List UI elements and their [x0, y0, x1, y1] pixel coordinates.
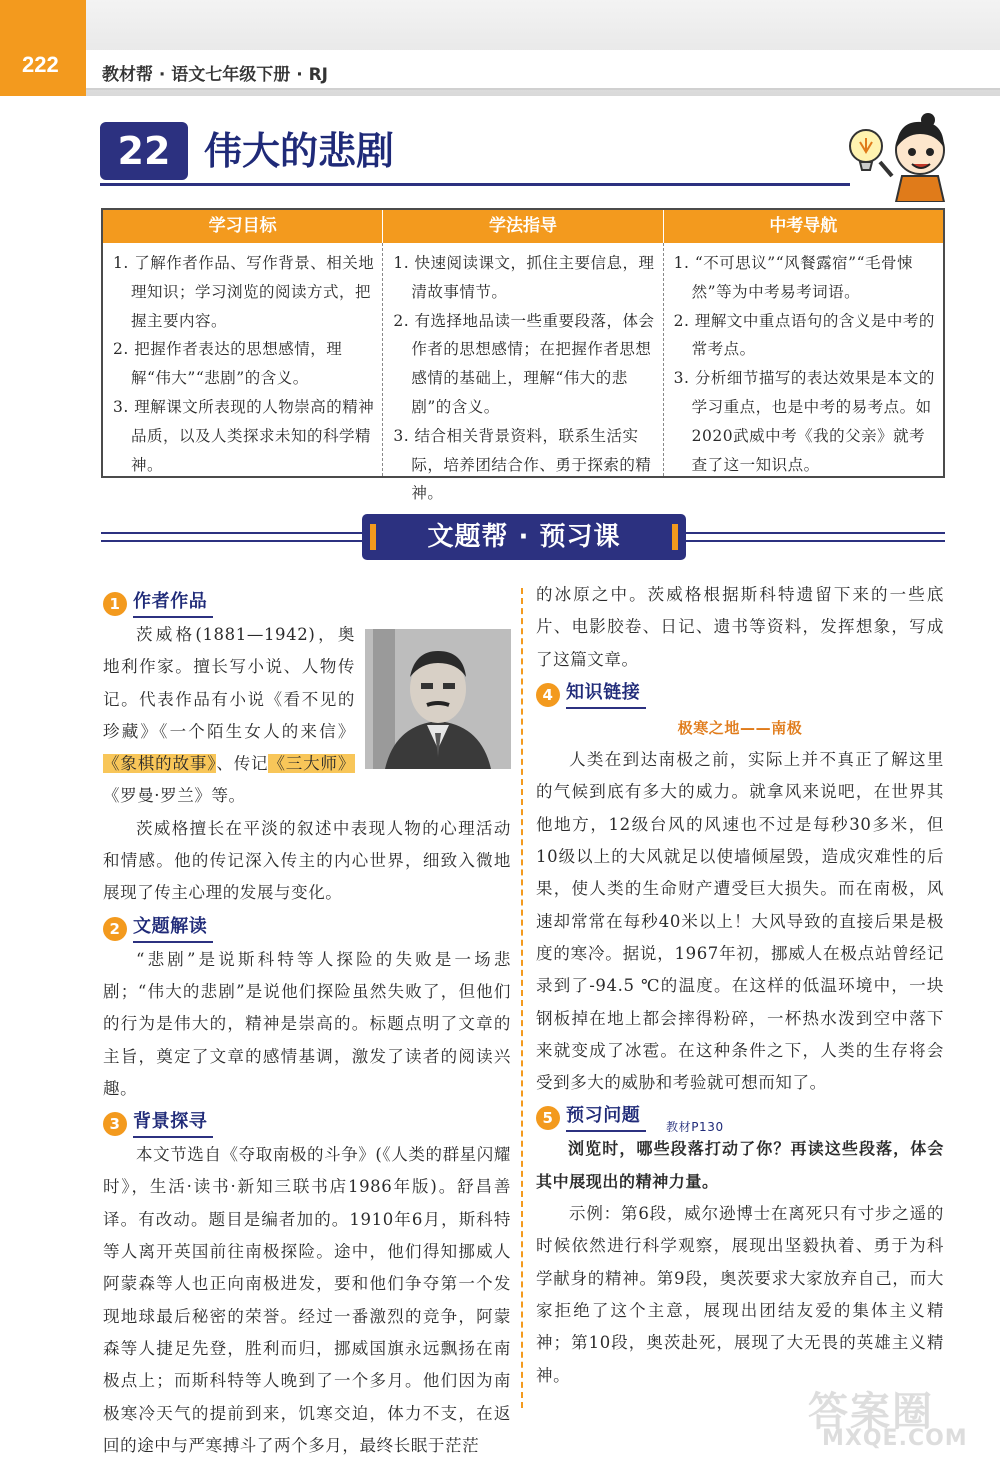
mascot-icon	[840, 112, 960, 202]
textbook-reference: 教材P130	[666, 1120, 724, 1135]
column-divider	[521, 588, 523, 1408]
section-title-interpretation	[103, 912, 511, 944]
header-exam-guide: 中考导航	[664, 210, 943, 243]
section-preview-question	[536, 1101, 944, 1133]
section-title: 知识链接	[566, 679, 646, 709]
section-title: 作者作品	[133, 588, 213, 618]
page-number-block	[0, 0, 86, 96]
preview-answer: 示例：第6段，威尔逊博士在离死只有寸步之遥的时候依然进行科学观察，展现出坚毅执着、勇于为科学献身的精神。第9段，奥茨要求大家放弃自己，而大家拒绝了这个主意，展现出团结友爱的集体主义精神；第10段，奥茨赴死，展现了大无畏的英雄主义精神。	[536, 1204, 944, 1385]
knowledge-subtitle: 极寒之地——南极	[677, 718, 803, 737]
objectives-body	[103, 243, 943, 503]
exam-item: 1. “不可思议”“风餐露宿”“毛骨悚然”等为中考易考词语。	[673, 254, 913, 301]
page-header	[0, 0, 1000, 96]
left-column	[103, 585, 511, 1462]
goal-item: 2. 把握作者表达的思想感情，理解“伟大”“悲剧”的含义。	[113, 340, 343, 388]
section-title: 背景探寻	[133, 1108, 213, 1138]
exam-item: 3. 分析细节描写的表达效果是本文的学习重点，也是中考的易考点。如2020武威中考《我的父亲》就考查了这一知识点。	[673, 369, 935, 474]
header-learning-goals: 学习目标	[103, 210, 383, 243]
method-item: 3. 结合相关背景资料，联系生活实际，培养团结合作、勇于探索的精神。	[393, 426, 652, 503]
watermark-text: 答案圈	[808, 1389, 934, 1435]
method-guide-column	[383, 243, 663, 503]
page-number: 222	[22, 52, 59, 77]
exam-item: 2. 理解文中重点语句的含义是中考的常考点。	[673, 311, 935, 359]
highlight-work: 《象棋的故事》	[103, 754, 217, 774]
author-paragraph: 茨威格(1881—1942)，奥地利作家。擅长写小说、人物传记。代表作品有小说《看不见的珍藏》《一个陌生女人的来信》《象棋的故事》、传记《三大师》《罗曼·罗兰》等。	[103, 625, 356, 806]
section-title: 预习问题	[566, 1102, 646, 1132]
portrait-image	[365, 629, 511, 769]
lesson-title: 伟大的悲剧	[204, 129, 395, 173]
section-banner: 文题帮 · 预习课	[362, 514, 686, 560]
book-title: 教材帮 · 语文七年级下册 · RJ	[102, 65, 329, 85]
exam-guide-column	[664, 243, 943, 476]
section-background	[103, 1107, 511, 1139]
method-item: 1. 快速阅读课文，抓住主要信息，理清故事情节。	[393, 254, 655, 301]
knowledge-paragraph: 人类在到达南极之前，实际上并不真正了解这里的气候到底有多大的威力。就拿风来说吧，在世界其他地方，12级台风的风速也不过是每秒30多米，但10级以上的大风就足以使墙倾屋毁，造成灾难性的后果，使人类的生命财产遭受巨大损失。而在南极，风速却常常在每秒40米以上！大风导致的直接后果是极度的寒冷。据说，1967年初，挪威人在极点站曾经记录到了-94.5 ℃的温度。在这样的低温环境中，一块钢板掉在地上都会摔得粉碎，一杯热水泼到空中落下来就变成了冰雹。在这种条件之下，人类的生存将会受到多大的威胁和考验就可想而知了。	[536, 750, 944, 1093]
highlight-work: 《三大师》	[268, 754, 356, 774]
goal-item: 3. 理解课文所表现的人物崇高的精神品质，以及人类探求未知的科学精神。	[113, 397, 375, 474]
goal-item: 1. 了解作者作品、写作背景、相关地理知识；学习浏览的阅读方式，把握主要内容。	[113, 254, 375, 330]
lightbulb-icon	[850, 130, 882, 170]
objectives-header-row	[103, 210, 943, 243]
section-number: 3	[103, 1112, 127, 1136]
author-photo	[365, 629, 511, 769]
right-column	[536, 579, 944, 1392]
header-method-guide: 学法指导	[383, 210, 663, 243]
section-number: 1	[103, 592, 127, 616]
section-number: 5	[536, 1106, 560, 1130]
background-paragraph: 本文节选自《夺取南极的斗争》(《人类的群星闪耀时》，生活·读书·新知三联书店1986年版)。舒昌善译。有改动。题目是编者加的。1910年6月，斯科特等人离开英国前往南极探险。途中，他们得知挪威人阿蒙森等人也正向南极进发，要和他们争夺第一个发现地球最后秘密的荣誉。经过一番激烈的竞争，阿蒙森等人捷足先登，胜利而归，挪威国旗永远飘扬在南极点上；而斯科特等人晚到了一个多月。他们因为南极寒冷天气的提前到来，饥寒交迫，体力不支，在返回的途中与严寒搏斗了两个多月，最终长眠于茫茫	[103, 1145, 511, 1455]
background-paragraph-continued: 的冰原之中。茨威格根据斯科特遗留下来的一些底片、电影胶卷、日记、遗书等资料，发挥想象，写成了这篇文章。	[536, 585, 944, 669]
watermark-url: MXQE.COM	[822, 1426, 968, 1451]
author-paragraph: 茨威格擅长在平淡的叙述中表现人物的心理活动和情感。他的传记深入传主的内心世界，细致入微地展现了传主心理的发展与变化。	[103, 818, 511, 903]
preview-question: 浏览时，哪些段落打动了你？再读这些段落，体会其中展现出的精神力量。	[536, 1139, 944, 1191]
section-knowledge-link	[536, 678, 944, 710]
section-author	[103, 587, 511, 619]
learning-goals-column	[103, 243, 383, 476]
method-item: 2. 有选择地品读一些重要段落，体会作者的思想感情；在把握作者思想感情的基础上，理解“伟大的悲剧”的含义。	[393, 311, 655, 416]
lesson-number: 22	[100, 122, 188, 180]
objectives-table	[101, 208, 945, 503]
section-title: 文题解读	[133, 913, 213, 943]
interpretation-paragraph: “悲剧”是说斯科特等人探险的失败是一场悲剧；“伟大的悲剧”是说他们探险虽然失败了，但他们的行为是伟大的，精神是崇高的。标题点明了文章的主旨，奠定了文章的感情基调，激发了读者的阅读兴趣。	[103, 949, 511, 1098]
watermark	[800, 1380, 990, 1460]
title-underline	[100, 183, 850, 186]
section-number: 2	[103, 917, 127, 941]
section-number: 4	[536, 683, 560, 707]
